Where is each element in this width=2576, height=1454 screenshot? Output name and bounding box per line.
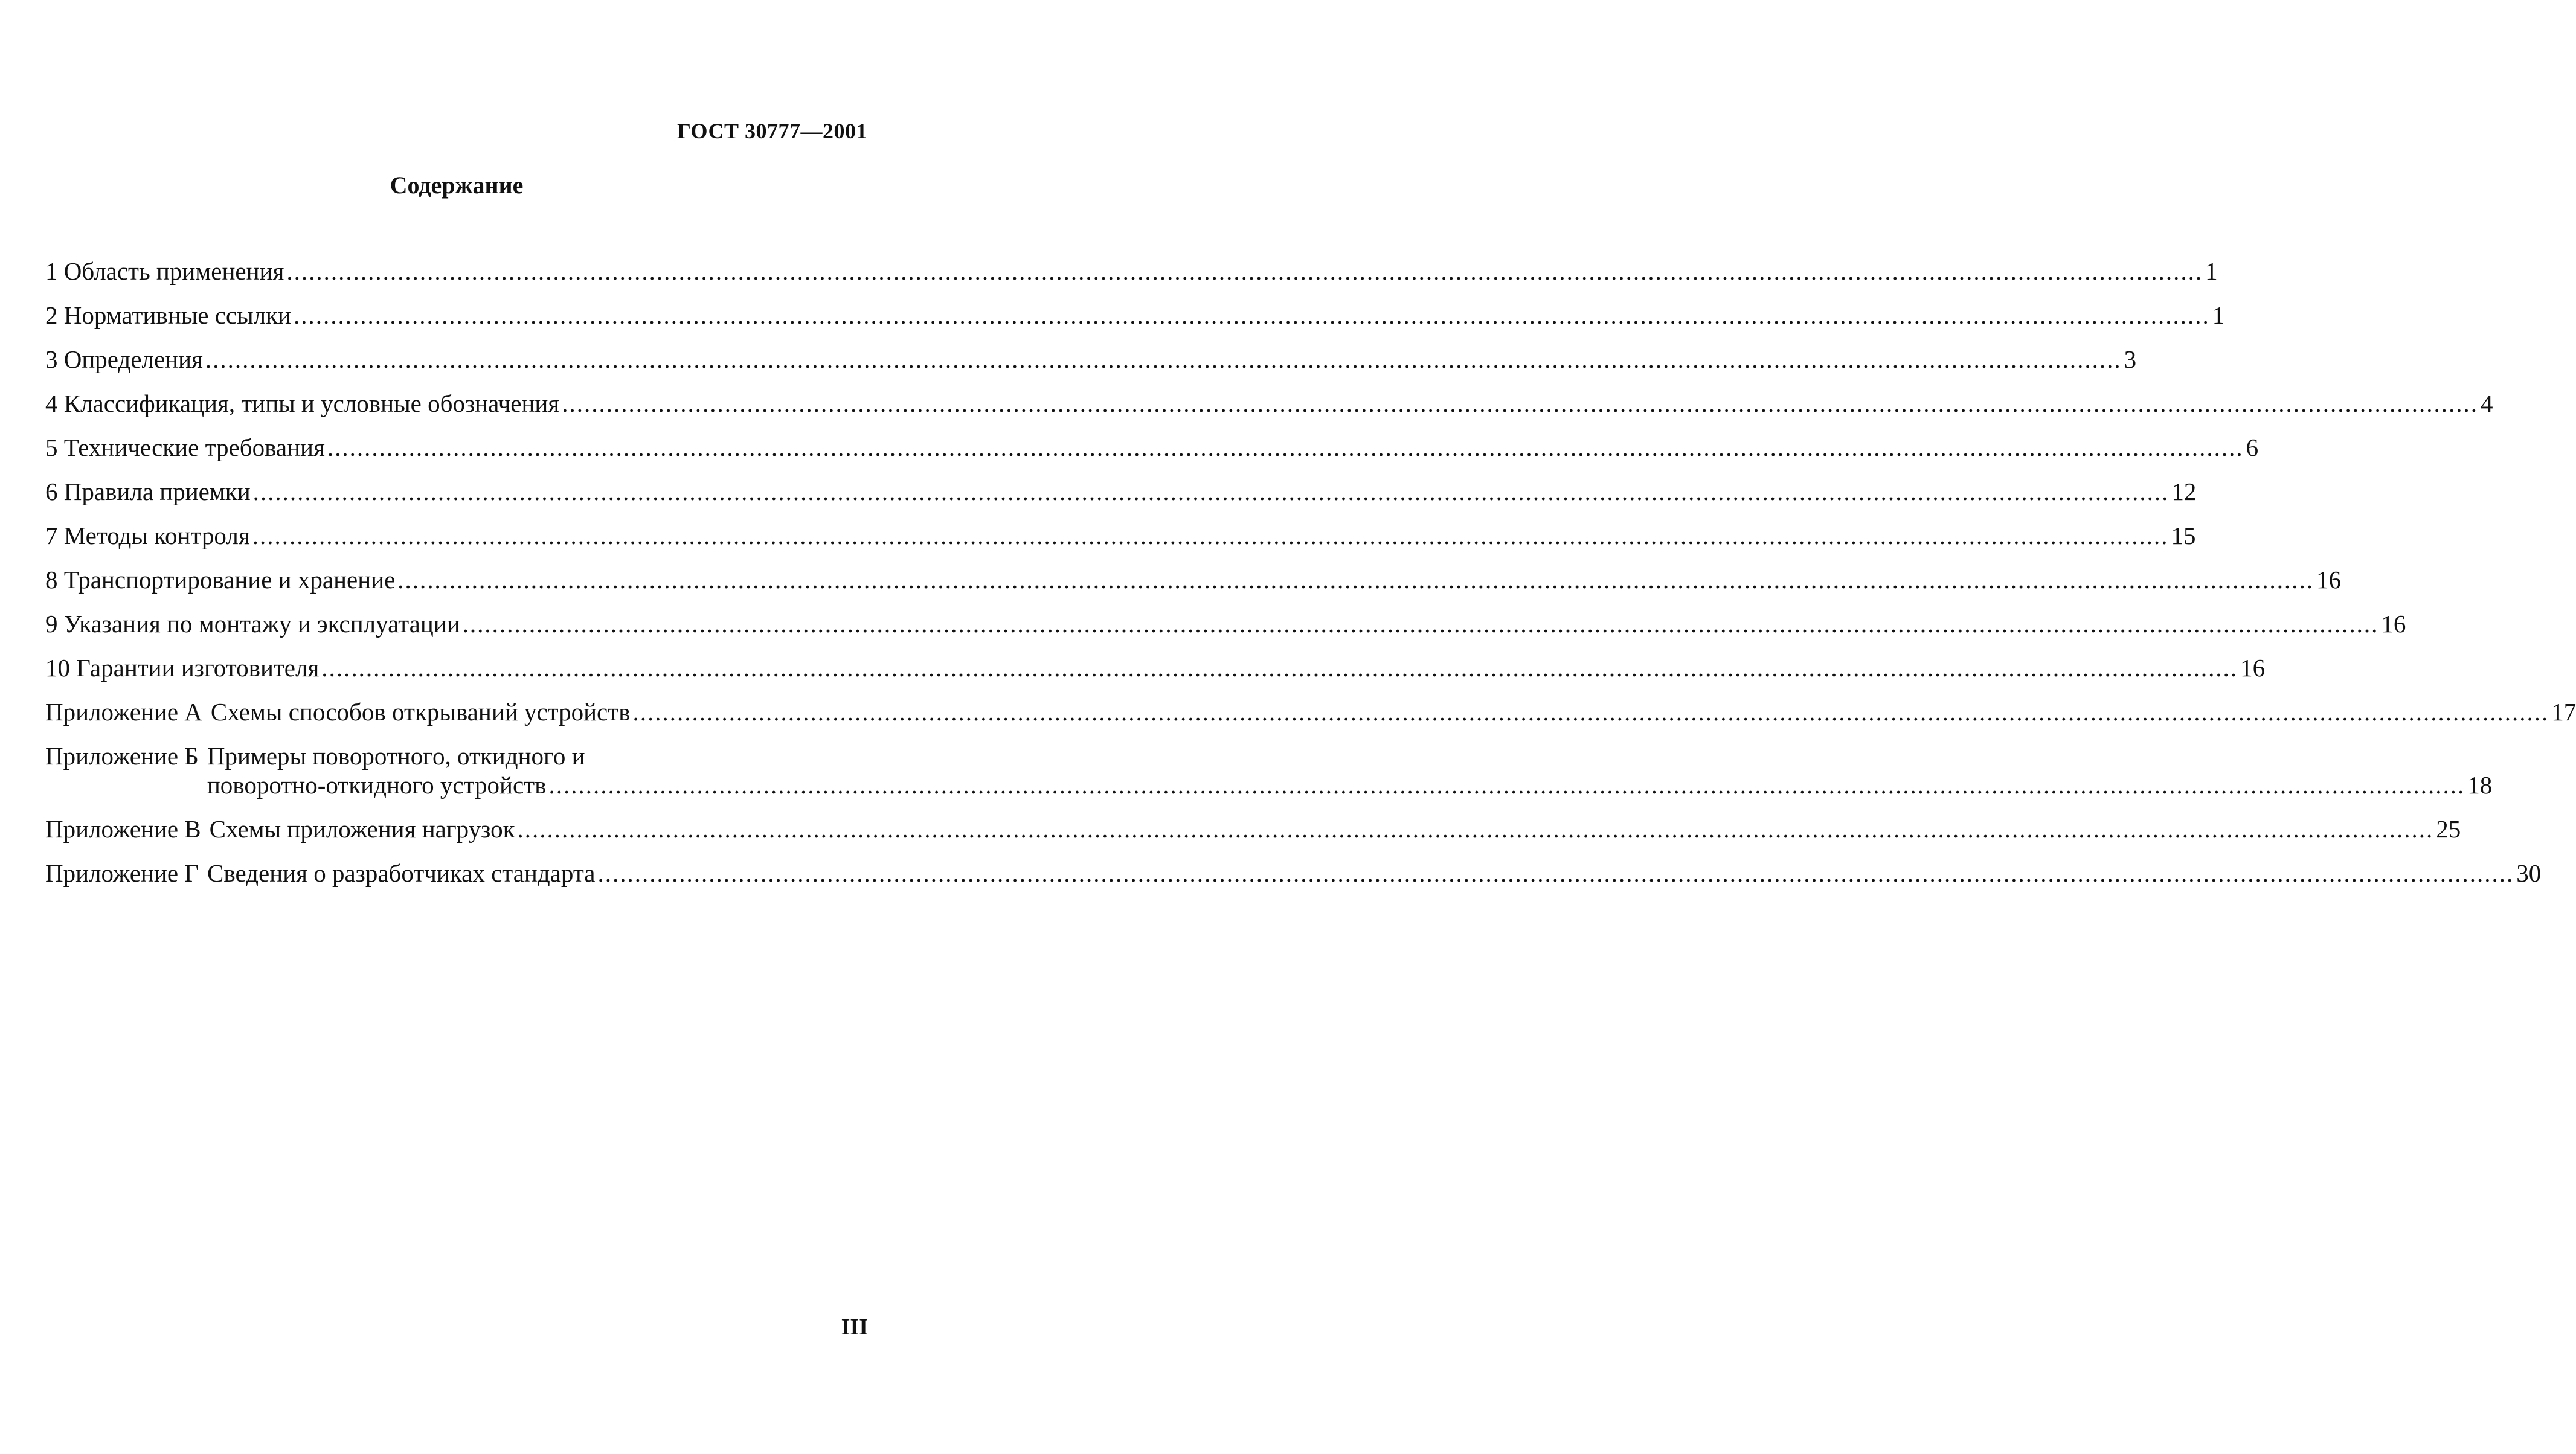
toc-leader-dots <box>463 609 2379 638</box>
toc-leader-dots <box>253 477 2170 506</box>
toc-entry-3[interactable] <box>45 345 2137 374</box>
toc-entry-label: 5 Технические требования <box>45 434 325 461</box>
toc-entry-multiline <box>207 741 2492 799</box>
toc-entry-page: 16 <box>2381 610 2406 638</box>
toc-entry-label: 9 Указания по монтажу и эксплуатации <box>45 610 460 638</box>
toc-leader-dots <box>632 697 2549 726</box>
toc-leader-dots <box>321 653 2238 682</box>
toc-entry-9[interactable] <box>45 609 2406 638</box>
toc-entry-label: Сведения о разработчиках стандарта <box>207 859 596 887</box>
toc-entry-label: Схемы способов открываний устройств <box>210 698 631 726</box>
toc-entry-label: Схемы приложения нагрузок <box>209 815 515 843</box>
toc-appendix-prefix: Приложение Б <box>45 742 199 770</box>
toc-entry-8[interactable] <box>45 565 2342 594</box>
table-of-contents <box>45 257 2576 903</box>
toc-entry-page: 15 <box>2171 522 2196 549</box>
toc-entry-1[interactable] <box>45 257 2218 286</box>
toc-leader-dots <box>205 345 2122 374</box>
toc-entry-label-line1: Примеры поворотного, откидного и <box>207 742 585 770</box>
toc-entry-label: 6 Правила приемки <box>45 478 251 505</box>
toc-entry-label: 4 Классификация, типы и условные обозначения <box>45 389 560 417</box>
page-title: Содержание <box>390 171 524 199</box>
toc-leader-dots <box>597 859 2514 888</box>
toc-entry-appendix-v[interactable] <box>45 815 2461 844</box>
toc-appendix-prefix: Приложение Г <box>45 859 199 887</box>
toc-leader-dots <box>548 770 2465 799</box>
toc-entry-page: 1 <box>2205 257 2218 285</box>
toc-entry-page: 16 <box>2240 654 2266 682</box>
toc-entry-label: 3 Определения <box>45 345 203 373</box>
toc-entry-2[interactable] <box>45 301 2225 330</box>
toc-entry-line2 <box>207 770 2492 799</box>
toc-leader-dots <box>562 389 2478 418</box>
toc-entry-label: 7 Методы контроля <box>45 522 250 549</box>
toc-entry-page: 1 <box>2212 301 2225 329</box>
toc-appendix-prefix: Приложение В <box>45 815 201 843</box>
toc-entry-appendix-a[interactable] <box>45 697 2576 726</box>
toc-entry-page: 12 <box>2171 478 2197 505</box>
toc-entry-page: 17 <box>2551 698 2576 726</box>
toc-entry-label: 10 Гарантии изготовителя <box>45 654 320 682</box>
toc-entry-page: 4 <box>2480 389 2493 417</box>
document-code: ГОСТ 30777—2001 <box>677 119 867 143</box>
toc-leader-dots <box>252 521 2169 550</box>
page-number: III <box>841 1315 868 1340</box>
toc-entry-label: 8 Транспортирование и хранение <box>45 566 396 594</box>
toc-entry-page: 3 <box>2124 345 2137 373</box>
toc-entry-appendix-b[interactable] <box>45 741 2493 799</box>
toc-leader-dots <box>286 257 2203 286</box>
toc-entry-page: 18 <box>2467 771 2493 799</box>
toc-leader-dots <box>518 815 2434 844</box>
toc-leader-dots <box>397 565 2314 594</box>
toc-entry-page: 30 <box>2516 859 2542 887</box>
toc-entry-label: 1 Область применения <box>45 257 284 285</box>
toc-entry-page: 6 <box>2246 434 2259 461</box>
toc-entry-label-line2: поворотно-откидного устройств <box>207 771 547 799</box>
toc-entry-page: 25 <box>2436 815 2461 843</box>
toc-entry-6[interactable] <box>45 477 2197 506</box>
toc-leader-dots <box>327 433 2244 462</box>
toc-entry-10[interactable] <box>45 653 2266 682</box>
toc-entry-label: 2 Нормативные ссылки <box>45 301 291 329</box>
toc-leader-dots <box>294 301 2210 330</box>
toc-entry-4[interactable] <box>45 389 2493 418</box>
toc-entry-appendix-g[interactable] <box>45 859 2542 888</box>
toc-entry-7[interactable] <box>45 521 2196 550</box>
toc-appendix-prefix: Приложение А <box>45 698 202 726</box>
toc-entry-page: 16 <box>2316 566 2342 594</box>
toc-entry-5[interactable] <box>45 433 2259 462</box>
